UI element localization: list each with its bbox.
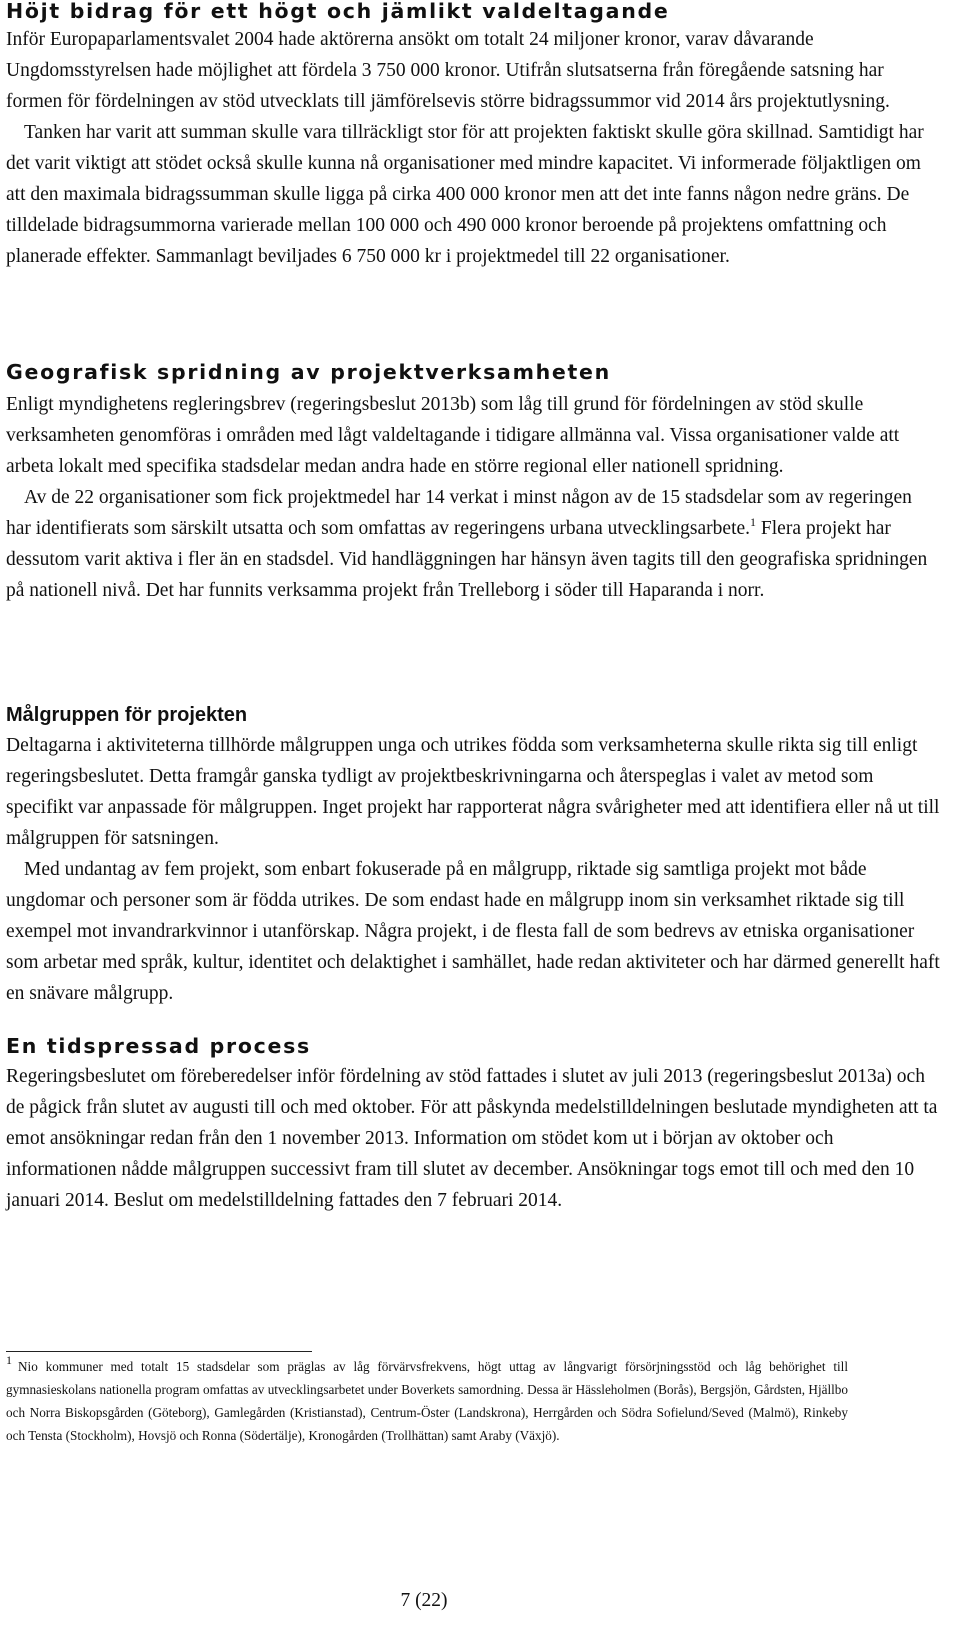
section-heading: Geografisk spridning av projektverksamheten bbox=[6, 360, 611, 384]
section-malgruppen bbox=[6, 700, 940, 1009]
section-geografisk-spridning bbox=[6, 357, 940, 606]
section-tidspressad-process bbox=[6, 1031, 940, 1216]
section-heading: Målgruppen för projekten bbox=[6, 704, 248, 726]
footnote-number: 1 bbox=[6, 1353, 12, 1367]
paragraph: Inför Europaparlamentsvalet 2004 hade aktörerna ansökt om totalt 24 miljoner kronor, varav dåvarande Ungdomsstyrelsen hade möjlighet att fördela 3 750 000 kronor. Utifrån slutsatserna från föregående satsning har formen för fördelningen av stöd utvecklats till jämförelsevis större bidragssummor vid 2014 års projektutlysning. bbox=[6, 29, 890, 112]
footnote-reference[interactable]: 1 bbox=[750, 515, 757, 529]
section-valdeltagande bbox=[6, 0, 940, 272]
footnote-divider bbox=[6, 1351, 312, 1352]
footnote-text: Nio kommuner med totalt 15 stadsdelar som präglas av låg förvärvsfrekvens, högt uttag av långvarigt försörjningsstöd och låg behörighet till gymnasieskolans nationella program omfattas av utvecklingsarbetet under Boverkets samordning. Dessa är Hässleholmen (Borås), Bergsjön, Gårdsten, Hjällbo och Norra Biskopsgården (Göteborg), Gamlegården (Kristianstad), Centrum-Öster (Landskrona), Herrgården och Södra Sofielund/Seved (Malmö), Rinkeby och Tensta (Stockholm), Hovsjö och Ronna (Södertälje), Kronogården (Trollhättan) samt Araby (Växjö). bbox=[6, 1359, 848, 1443]
paragraph: Tanken har varit att summan skulle vara tillräckligt stor för att projekten faktiskt skulle göra skillnad. Samtidigt har det varit viktigt att stödet också skulle kunna nå organisationer med mindre kapacitet. Vi informerade följaktligen om att den maximala bidragssumman skulle ligga på cirka 400 000 kronor men att det inte fanns någon nedre gräns. De tilldelade bidragsummorna varierade mellan 100 000 och 490 000 kronor beroende på projektens omfattning och planerade effekter. Sammanlagt beviljades 6 750 000 kr i projektmedel till 22 organisationer. bbox=[6, 122, 924, 267]
paragraph: Med undantag av fem projekt, som enbart fokuserade på en målgrupp, riktade sig samtliga projekt mot både ungdomar och personer som är födda utrikes. De som endast hade en målgrupp inom sin verksamhet riktade sig till exempel mot invandrarkvinnor i utanförskap. Några projekt, i de flesta fall de som bedrevs av etniska organisationer som arbetar med språk, kultur, identitet och delaktighet i samhället, hade redan aktiviteter och har därmed generellt haft en snävare målgrupp. bbox=[6, 859, 940, 1004]
paragraph-with-footnote bbox=[6, 482, 940, 606]
footnote bbox=[6, 1355, 848, 1447]
section-heading: En tidspressad process bbox=[6, 1034, 311, 1058]
paragraph: Deltagarna i aktiviteterna tillhörde målgruppen unga och utrikes födda som verksamheterna skulle rikta sig till enligt regeringsbeslutet. Detta framgår ganska tydligt av projektbeskrivningarna och återspeglas i valet av metod som specifikt var anpassade för målgruppen. Inget projekt har rapporterat några svårigheter med att identifiera eller nå ut till målgruppen för satsningen. bbox=[6, 735, 940, 849]
paragraph-text: Av de 22 organisationer som fick projektmedel har 14 verkat i minst någon av de 15 stadsdelar som av regeringen har identifierats som särskilt utsatta och som omfattas av regeringens urbana utvecklingsarbete. bbox=[6, 487, 912, 539]
paragraph-text: Flera projekt har dessutom varit aktiva i fler än en stadsdel. Vid handläggningen har hänsyn även tagits till den geografiska spridningen på nationell nivå. Det har funnits verksamma projekt från Trelleborg i söder till Haparanda i norr. bbox=[6, 518, 928, 601]
paragraph: Regeringsbeslutet om föreberedelser inför fördelning av stöd fattades i slutet av juli 2013 (regeringsbeslut 2013a) och de pågick från slutet av augusti till och med oktober. För att påskynda medelstilldelningen beslutade myndigheten att ta emot ansökningar redan från den 1 november 2013. Information om stödet kom ut i början av oktober och informationen nådde målgruppen successivt fram till slutet av december. Ansökningar togs emot till och med den 10 januari 2014. Beslut om medelstilldelning fattades den 7 februari 2014. bbox=[6, 1066, 938, 1211]
paragraph: Enligt myndighetens regleringsbrev (regeringsbeslut 2013b) som låg till grund för fördelningen av stöd skulle verksamheten genomföras i områden med lågt valdeltagande i tidigare allmänna val. Vissa organisationer valde att arbeta lokalt med specifika stadsdelar medan andra hade en större regional eller nationell spridning. bbox=[6, 394, 900, 477]
page-number: 7 (22) bbox=[400, 1590, 448, 1611]
section-heading: Höjt bidrag för ett högt och jämlikt valdeltagande bbox=[6, 0, 670, 23]
